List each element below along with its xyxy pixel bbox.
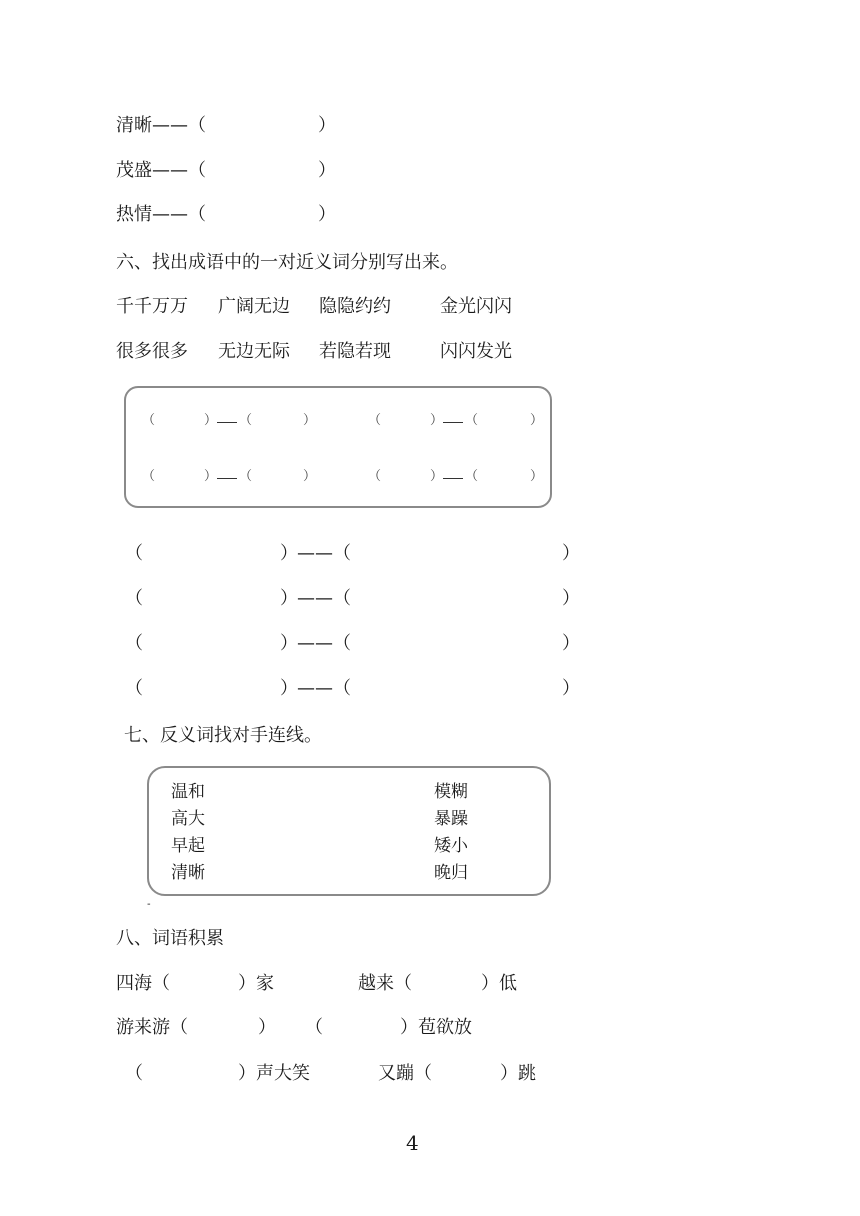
fill-5-start: （ bbox=[125, 1063, 143, 1084]
antonym-left-4: 清晰 bbox=[171, 863, 205, 883]
pair-2-dash: ——（ bbox=[297, 588, 351, 609]
idiom-7: 若隐若现 bbox=[319, 341, 391, 362]
pair-4-open: （ bbox=[125, 678, 143, 699]
pair-1-end: ） bbox=[562, 543, 580, 564]
pair-3-open: （ bbox=[125, 633, 143, 654]
synonym-line-3-close: ） bbox=[318, 204, 336, 225]
pair-3-close: ） bbox=[280, 633, 298, 654]
pair-1-close: ） bbox=[280, 543, 298, 564]
page-number: 4 bbox=[406, 1131, 419, 1155]
pair-4-end: ） bbox=[562, 678, 580, 699]
stray-mark: - bbox=[147, 899, 151, 910]
idiom-2: 广阔无边 bbox=[218, 296, 290, 317]
fill-1-start: 四海（ bbox=[116, 973, 170, 994]
box-dash bbox=[443, 422, 463, 423]
antonym-box bbox=[147, 766, 551, 896]
idiom-1: 千千万万 bbox=[116, 296, 188, 317]
pair-4-dash: ——（ bbox=[297, 678, 351, 699]
box-paren-close: ） bbox=[430, 469, 444, 484]
fill-1-end: ）家 bbox=[238, 973, 274, 994]
fill-4-end: ）苞欲放 bbox=[400, 1017, 472, 1038]
fill-4-start: （ bbox=[305, 1017, 323, 1038]
pair-3-end: ） bbox=[562, 633, 580, 654]
box-dash bbox=[443, 478, 463, 479]
pair-3-dash: ——（ bbox=[297, 633, 351, 654]
answer-box bbox=[124, 386, 552, 508]
box-paren-open: （ bbox=[239, 413, 253, 428]
synonym-line-3-word: 热情——（ bbox=[116, 204, 206, 225]
fill-5-end: ）声大笑 bbox=[238, 1063, 310, 1084]
box-paren-close: ） bbox=[530, 413, 544, 428]
section8-title: 八、词语积累 bbox=[116, 928, 224, 949]
box-paren-open: （ bbox=[465, 413, 479, 428]
antonym-right-1: 模糊 bbox=[434, 782, 468, 802]
idiom-6: 无边无际 bbox=[218, 341, 290, 362]
antonym-right-2: 暴躁 bbox=[434, 809, 468, 829]
synonym-line-1-word: 清晰——（ bbox=[116, 115, 206, 136]
section7-title: 七、反义词找对手连线。 bbox=[124, 725, 322, 746]
antonym-left-1: 温和 bbox=[171, 782, 205, 802]
fill-2-start: 越来（ bbox=[358, 973, 412, 994]
box-paren-open: （ bbox=[368, 413, 382, 428]
pair-4-close: ） bbox=[280, 678, 298, 699]
box-paren-open: （ bbox=[142, 469, 156, 484]
synonym-line-1-close: ） bbox=[318, 115, 336, 136]
idiom-5: 很多很多 bbox=[116, 341, 188, 362]
box-paren-close: ） bbox=[204, 413, 218, 428]
fill-3-start: 游来游（ bbox=[116, 1017, 188, 1038]
box-paren-close: ） bbox=[303, 469, 317, 484]
box-paren-close: ） bbox=[430, 413, 444, 428]
box-paren-open: （ bbox=[368, 469, 382, 484]
idiom-4: 金光闪闪 bbox=[440, 296, 512, 317]
antonym-left-2: 高大 bbox=[171, 809, 205, 829]
pair-1-open: （ bbox=[125, 543, 143, 564]
box-dash bbox=[217, 422, 237, 423]
pair-2-close: ） bbox=[280, 588, 298, 609]
box-paren-close: ） bbox=[204, 469, 218, 484]
antonym-left-3: 早起 bbox=[171, 836, 205, 856]
antonym-right-4: 晚归 bbox=[434, 863, 468, 883]
box-paren-close: ） bbox=[303, 413, 317, 428]
idiom-3: 隐隐约约 bbox=[319, 296, 391, 317]
fill-6-end: ）跳 bbox=[500, 1063, 536, 1084]
section6-title: 六、找出成语中的一对近义词分别写出来。 bbox=[116, 252, 458, 273]
fill-6-start: 又蹦（ bbox=[378, 1063, 432, 1084]
synonym-line-2-close: ） bbox=[318, 160, 336, 181]
box-paren-close: ） bbox=[530, 469, 544, 484]
box-paren-open: （ bbox=[465, 469, 479, 484]
box-dash bbox=[217, 478, 237, 479]
fill-3-end: ） bbox=[258, 1017, 276, 1038]
box-paren-open: （ bbox=[239, 469, 253, 484]
synonym-line-2-word: 茂盛——（ bbox=[116, 160, 206, 181]
pair-1-dash: ——（ bbox=[297, 543, 351, 564]
box-paren-open: （ bbox=[142, 413, 156, 428]
idiom-8: 闪闪发光 bbox=[440, 341, 512, 362]
pair-2-end: ） bbox=[562, 588, 580, 609]
antonym-right-3: 矮小 bbox=[434, 836, 468, 856]
pair-2-open: （ bbox=[125, 588, 143, 609]
fill-2-end: ）低 bbox=[481, 973, 517, 994]
